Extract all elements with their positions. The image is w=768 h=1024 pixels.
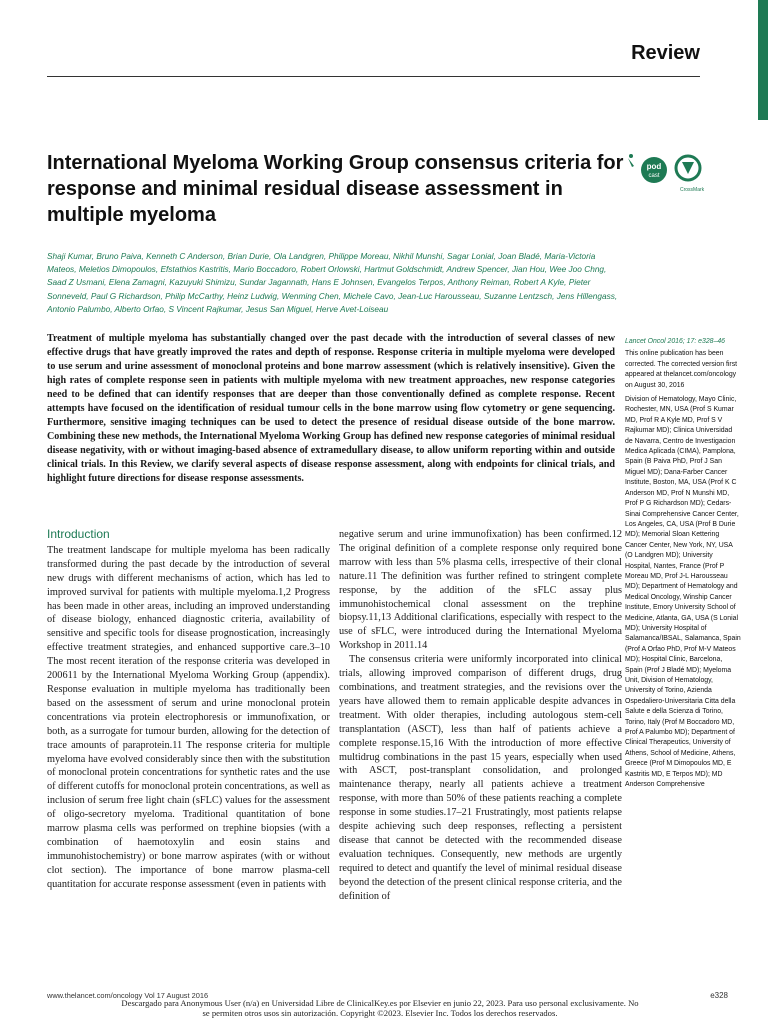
author-list: Shaji Kumar, Bruno Paiva, Kenneth C Anderson, Brian Durie, Ola Landgren, Philippe Moreau, Nikhil Munshi, Sagar Lonial, Joan Bladé, Maria-Victoria Mateos, Meletios Dimopoulos, Efstathios Kastritis, Mario Boccadoro, Robert Orlowski, Hartmut Goldschmidt, Andrew Spencer, Jian Hou, Wee Joo Chng, Saad Z Usmani, Elena Zamagni, Kazuyuki Shimizu, Sundar Jagannath, Hans E Johnsen, Evangelos Terpos, Anthony Reiman, Robert A Kyle, Pieter Sonneveld, Paul G Richardson, Philip McCarthy, Heinz Ludwig, Wenming Chen, Michele Cavo, Jean-Luc Harousseau, Suzanne Lentzsch, Jens Hillengass, Antonio Palumbo, Alberto Orfao, S Vincent Rajkumar, Jesus San Miguel, Herve Avet-Loiseau bbox=[47, 251, 618, 314]
body-paragraph: The treatment landscape for multiple myeloma has been radically transformed during the past decade by the introduction of several new drugs with different mechanisms of action, which has led to improved survival for patients with multiple myeloma.1,2 Progress has been made in other areas, including an improved understanding of disease biology, enhanced diagnostic criteria, availability of sensitive and specific tools for disease prognostication, increasingly effective treatment strategies, and enhanced supportive care.3–10 The most recent iteration of the response criteria was developed in 200611 by the International Myeloma Working Group (appendix). Response evaluation in multiple myeloma has traditionally been based on the assessment of serum and urine monoclonal protein concentrations via protein electrophoresis or immunofixation, or both, as a surrogate for tumour burden, allowing for the detection of trace amounts of paraprotein.11 The response criteria for multiple myeloma have evolved considerably since then with the substitution of monoclonal protein concentrations for synthetic rates and the use of different cutoffs for monoclonal protein concentrations, as well as inclusion of serum free light chain (sFLC) values for the assessment of oligo-secretory myeloma. Traditional quantitation of bone marrow plasma cells was performed on trephine biopsies (with a combination of haemotoxylin and eosin stains and immunohistochemistry) or bone marrow aspirates (with or without clot section). The importance of bone marrow plasma-cell quantitation for accurate response assessment (even in patients with bbox=[47, 544, 330, 890]
page-number: e328 bbox=[710, 991, 728, 1000]
download-disclaimer: Descargado para Anonymous User (n/a) en Universidad Libre de ClinicalKey.es por Elsevier en junio 22, 2023. Para uso personal exclusivamente. No se permiten otros usos sin autorización. Copyright ©2023. Elsevier Inc. Todos los derechos reservados. bbox=[121, 998, 639, 1018]
sidebar bbox=[625, 337, 741, 790]
affiliations: Division of Hematology, Mayo Clinic, Rochester, MN, USA (Prof S Kumar MD, Prof R A Kyle MD, Prof S V Rajkumar MD); Clinica Universidad de Navarra, Centro de Investigacion Medica Aplicada (CIMA), Pamplona, Spain (B Paiva PhD, Prof J San Miguel MD); Dana-Farber Cancer Institute, Boston, MA, USA (Prof K C Anderson MD, Prof N Munshi MD, Prof P G Richardson MD); Cedars-Sinai Comprehensive Cancer Center, Los Angeles, CA, USA (Prof B Durie MD); Memorial Sloan Kettering Cancer Center, New York, NY, USA (O Landgren MD); University Hospital, Nantes, France (Prof P Moreau MD, Prof J-L Harousseau MD); Department of Hematology and Medical Oncology, Winship Cancer Institute, Emory University School of Medicine, Atlanta, GA, USA (S Lonial MD); University Hospital of Salamanca/IBSAL, Salamanca, Spain (Prof A Orfao PhD, Prof M-V Mateos MD); Hospital Clinic, Barcelona, Spain (Prof J Bladé MD); Myeloma Unit, Division of Hematology, University of Torino, Azienda Ospedaliero-Universitaria Citta della Salute e della Scienza di Torino, Torino, Italy (Prof M Boccadoro MD, Prof A Palumbo MD); Department of Clinical Therapeutics, University of Athens, School of Medicine, Athens, Greece (Prof M Dimopoulos MD, E Kastritis MD, E Terpos MD); MD Anderson Comprehensive bbox=[625, 396, 741, 789]
abstract: Treatment of multiple myeloma has substantially changed over the past decade with the introduction of several classes of new effective drugs that have greatly improved the rates and depth of response. Response criteria in multiple myeloma were developed to use serum and urine assessment of monoclonal proteins and bone marrow assessment (which is relatively insensitive). Given the high rates of complete response seen in patients with multiple myeloma with new treatment approaches, new response categories need to be defined that can identify responses that are deeper than those conventionally defined as complete response. Recent attempts have focused on the identification of residual tumour cells in the bone marrow using flow cytometry or gene sequencing. Furthermore, sensitive imaging techniques can be used to detect the presence of residual disease outside of the bone marrow. Combining these new methods, the International Myeloma Working Group has defined new response categories of minimal residual disease negativity, with or without imaging-based absence of extramedullary disease, to allow uniform reporting within and outside clinical trials. In this Review, we clarify several aspects of disease response assessment, along with endpoints for clinical trials, and highlight future directions for disease response assessments. bbox=[47, 333, 615, 484]
footer-journal[interactable]: www.thelancet.com/oncology Vol 17 August 2016 bbox=[47, 991, 209, 1000]
citation: Lancet Oncol 2016; 17: e328–46 bbox=[625, 338, 725, 345]
body-column-2 bbox=[339, 528, 622, 903]
article-icons bbox=[626, 152, 706, 188]
crossmark-label: CrossMark bbox=[680, 187, 705, 193]
body-paragraph: The consensus criteria were uniformly incorporated into clinical trials, allowing improved comparison of different drugs, drug combinations, and treatment strategies, and the revisions over the years have allowed them to remain applicable despite advances in treatment. With older therapies, including autologous stem-cell transplantation (ASCT), less than half of patients achieve a complete response.15,16 With the introduction of more effective multidrug combinations in the past 15 years, especially when used with ASCT, post-transplant consolidation, and prolonged maintenance therapy, nearly all patients achieve a treatment response, with more than 50% of these patients reaching a complete response in some studies.17–21 Frustratingly, most patients relapse despite achieving such deep responses, reflecting a persistent disease that cannot be detected with the recommended disease evaluation techniques. Consequently, new methods are urgently required to detect and quantify the level of minimal residual disease beyond the detection of the present clinical response criteria, and the definition of bbox=[339, 654, 622, 902]
crossmark-icon bbox=[676, 156, 700, 180]
article-title: International Myeloma Working Group consensus criteria for response and minimal residual disease assessment in multiple myeloma bbox=[47, 152, 624, 226]
introduction-heading: Introduction bbox=[47, 527, 110, 541]
podcast-icon[interactable] bbox=[626, 152, 706, 188]
header-rule bbox=[47, 76, 700, 77]
correction-note: This online publication has been corrected. The corrected version first appeared at thelancet.com/oncology on August 30, 2016 bbox=[625, 350, 738, 389]
body-paragraph: negative serum and urine immunofixation) has been confirmed.12 The original definition of a complete response only required bone marrow with less than 5% plasma cells, irrespective of their clonal nature.11 The definition was further refined to stringent complete response, by the addition of the sFLC assay plus immunohistochemical clonal assessment on the trephine biopsy.11,13 Additional clarifications, especially with respect to the use of sFLC, were introduced during the International Myeloma Workshop in 2011.14 bbox=[339, 529, 622, 652]
svg-text:cast: cast bbox=[648, 173, 660, 179]
section-label: Review bbox=[631, 42, 700, 64]
journal-color-bar bbox=[758, 0, 768, 120]
body-column-1 bbox=[47, 528, 330, 892]
svg-text:pod: pod bbox=[646, 162, 662, 171]
